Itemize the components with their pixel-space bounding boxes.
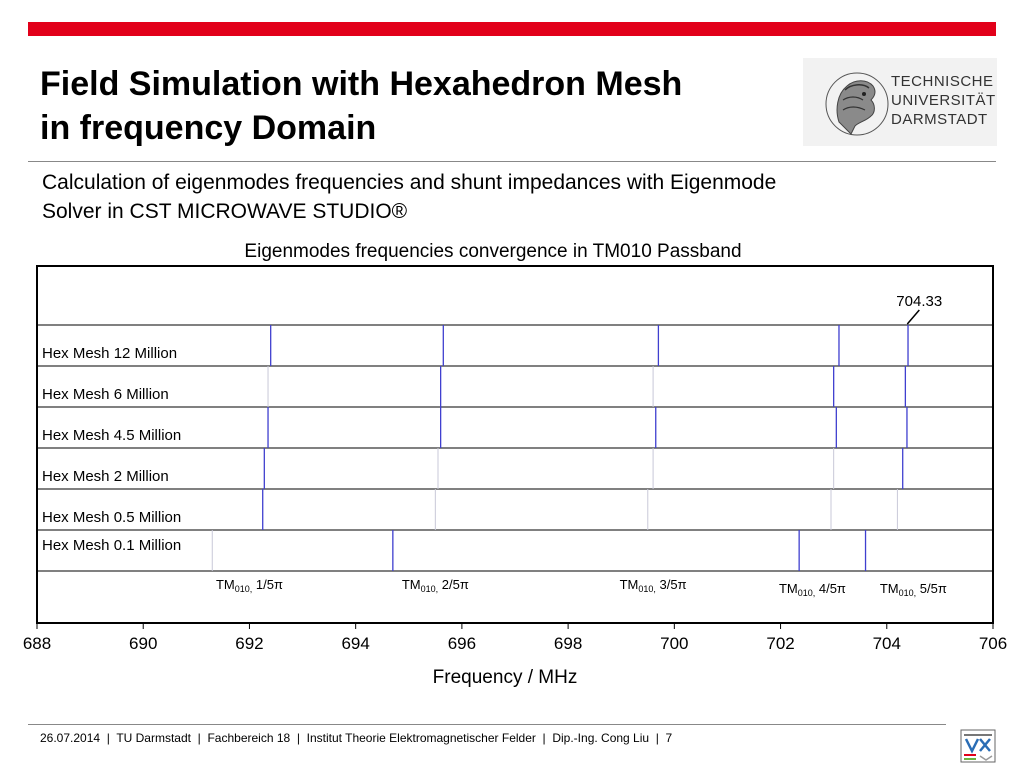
footer-org: TU Darmstadt: [116, 731, 191, 745]
mode-label: $TM_{010,}$ 4/5π: [778, 581, 846, 598]
mode-label: $TM_{010,}$ 1/5π: [215, 577, 283, 594]
x-axis-ticks: [23, 623, 1007, 653]
x-tick-label: 704: [872, 634, 901, 653]
annotation-pointer: [907, 310, 919, 324]
row-labels: [42, 345, 181, 554]
footer-divider: [28, 724, 946, 725]
row-label: Hex Mesh 12 Million: [42, 345, 178, 362]
annotation-704-33: [896, 293, 942, 324]
row-label: Hex Mesh 0.5 Million: [42, 509, 182, 526]
x-tick-label: 690: [129, 634, 158, 653]
logo-line: DARMSTADT: [891, 111, 988, 128]
footer-sep: |: [106, 731, 110, 745]
footer-date: 26.07.2014: [40, 731, 101, 745]
footer-author: Dip.-Ing. Cong Liu: [552, 731, 650, 745]
x-tick-label: 702: [766, 634, 795, 653]
chart-title: Eigenmodes frequencies convergence in TM010 Passband: [244, 241, 742, 262]
logo-line: UNIVERSITÄT: [891, 92, 996, 109]
logo-line: TECHNISCHE: [891, 73, 994, 90]
row-label: Hex Mesh 4.5 Million: [42, 427, 182, 444]
footer-sep: |: [197, 731, 201, 745]
subtitle-line-2: Solver in CST MICROWAVE STUDIO®: [42, 200, 408, 223]
footer-sep: |: [542, 731, 546, 745]
x-tick-label: 700: [660, 634, 689, 653]
footer-institute: Institut Theorie Elektromagnetischer Felder: [306, 731, 536, 745]
footer-page-number: 7: [665, 731, 673, 745]
plot-border: [37, 266, 993, 623]
x-tick-label: 694: [341, 634, 370, 653]
footer-department: Fachbereich 18: [207, 731, 291, 745]
mode-label: $TM_{010,}$ 5/5π: [879, 581, 947, 598]
row-label: Hex Mesh 0.1 Million: [42, 537, 182, 554]
slide-title-line-2: in frequency Domain: [40, 109, 377, 147]
chart-frame: [37, 266, 993, 623]
footer-sep: |: [296, 731, 300, 745]
x-tick-label: 692: [235, 634, 264, 653]
x-tick-label: 706: [978, 634, 1008, 653]
row-label: Hex Mesh 2 Million: [42, 468, 169, 485]
x-tick-label: 698: [553, 634, 583, 653]
x-tick-label: 688: [22, 634, 52, 653]
footer-sep: |: [655, 731, 659, 745]
row-label: Hex Mesh 6 Million: [42, 386, 169, 403]
x-tick-label: 696: [447, 634, 477, 653]
mode-labels: [216, 577, 947, 598]
institute-logo-icon: [960, 729, 996, 763]
subtitle-line-1: Calculation of eigenmodes frequencies and shunt impedances with Eigenmode: [42, 171, 777, 194]
annotation-label: 704.33: [896, 293, 943, 310]
x-axis-label: Frequency / MHz: [432, 667, 578, 688]
mode-label: $TM_{010,}$ 2/5π: [401, 577, 469, 594]
mode-label: $TM_{010,}$ 3/5π: [619, 577, 687, 594]
slide-title-line-1: Field Simulation with Hexahedron Mesh: [40, 65, 683, 103]
footer: [40, 731, 672, 745]
